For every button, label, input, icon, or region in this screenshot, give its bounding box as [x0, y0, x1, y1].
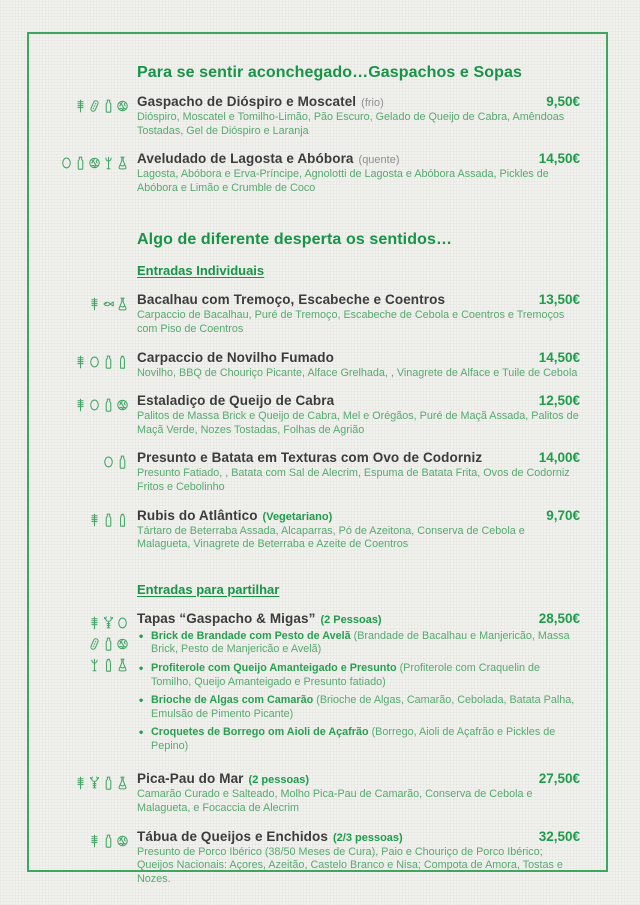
bullet-item — [137, 662, 580, 689]
menu-item — [59, 829, 580, 887]
item-qualifier: (quente) — [358, 154, 400, 167]
allergen-icon-row — [102, 453, 129, 471]
item-price: 14,50€ — [538, 349, 580, 365]
menu-item — [59, 508, 580, 552]
milk-icon — [102, 635, 115, 653]
item-name: Bacalhau com Tremoço, Escabeche e Coentros — [137, 292, 446, 308]
flask-icon — [116, 154, 129, 172]
item-price: 9,50€ — [546, 94, 580, 109]
item-description: Camarão Curado e Salteado, Molho Pica-Pau de Camarão, Conserva de Cebola e Malagueta, e Focaccia de Alecrim — [137, 788, 533, 815]
milk-icon — [74, 154, 87, 172]
peanut-icon — [88, 635, 101, 653]
item-head — [137, 393, 580, 408]
bullet-item — [137, 630, 580, 657]
item-body — [137, 393, 580, 437]
egg-icon — [60, 154, 73, 172]
wheat-icon — [88, 295, 101, 313]
menu-item — [59, 611, 580, 759]
item-body — [137, 611, 580, 759]
allergen-icons — [59, 396, 129, 414]
subsection-label: Entradas Individuais — [137, 263, 265, 279]
bullet-dish-name: Brioche de Algas com Camarão — [151, 694, 314, 707]
allergen-icons — [59, 154, 129, 172]
jar-icon — [116, 353, 129, 371]
allergen-icon-row — [88, 832, 129, 850]
item-head — [137, 350, 580, 365]
flask-icon — [116, 295, 129, 313]
walnut-icon — [116, 396, 129, 414]
wheat-icon — [74, 774, 87, 792]
section-title: Algo de diferente desperta os sentidos… — [137, 231, 453, 249]
item-name: Rubis do Atlântico — [137, 507, 258, 523]
item-body — [137, 508, 580, 552]
item-description: Novilho, BBQ de Chouriço Picante, Alface Grelhada, , Vinagrete de Alface e Tuile de Cebola — [137, 366, 578, 379]
walnut-icon — [116, 832, 129, 850]
wheat-icon — [88, 832, 101, 850]
item-body — [137, 151, 580, 195]
bullet-dish-detail: (Profiterole com Craquelin de Tomilho, Queijo Amanteigado e Presunto fatiado) — [151, 661, 541, 688]
wheat-icon — [74, 396, 87, 414]
bullet-dish-detail: (Borrego, Aioli de Açafrão e Pickles de Pepino) — [151, 726, 556, 752]
bullet-item — [137, 726, 580, 753]
allergen-icons — [59, 295, 129, 313]
allergen-icon-row — [88, 635, 129, 653]
bullet-dish-detail: (Brandade de Bacalhau e Manjericão, Massa Brick, Pesto de Manjericão e Avelã) — [151, 629, 570, 656]
item-qualifier: (2/3 pessoas) — [333, 831, 403, 844]
item-description: Presunto de Porco Ibérico (38/50 Meses de Cura), Paio e Chouriço de Porco Ibérico; Queijos Nacionais: Açores, Azeitão, Castelo Branco e Nisa; Compota de Amora, Tostas e Nozes. — [137, 845, 563, 885]
allergen-icons — [59, 511, 129, 529]
item-qualifier: (frio) — [361, 97, 384, 109]
allergen-icon-row — [74, 97, 129, 115]
walnut-icon — [116, 97, 129, 115]
milk-icon — [102, 97, 115, 115]
item-name: Estaladiço de Queijo de Cabra — [137, 393, 335, 409]
item-price: 32,50€ — [538, 828, 580, 844]
allergen-icons — [59, 453, 129, 471]
item-price: 12,50€ — [538, 393, 580, 409]
item-head — [137, 508, 580, 523]
bullet-item — [137, 694, 580, 721]
item-name: Aveludado de Lagosta e Abóbora — [137, 151, 354, 167]
item-description: Tártaro de Beterraba Assada, Alcaparras, Pó de Azeitona, Conserva de Cebola e Malagueta, Vinagrete de Beterraba e Azeite de Coentros — [137, 524, 525, 551]
allergen-icon-row — [60, 154, 129, 172]
item-body — [137, 292, 580, 336]
jar-icon — [102, 656, 115, 674]
walnut-icon — [88, 154, 101, 172]
wheat-icon — [88, 511, 101, 529]
item-name: Tapas “Gaspacho & Migas” — [137, 610, 316, 626]
egg-icon — [116, 614, 129, 632]
wheat-icon — [74, 97, 87, 115]
flask-icon — [116, 774, 129, 792]
allergen-icon-row — [88, 656, 129, 674]
menu-item — [59, 350, 580, 381]
item-head — [137, 94, 580, 109]
celery-icon — [88, 656, 101, 674]
flask-icon — [116, 656, 129, 674]
bullet-dish-detail: (Brioche de Algas, Camarão, Cebolada, Batata Palha, Emulsão de Pimento Picante) — [151, 694, 575, 720]
item-price: 14,00€ — [538, 450, 580, 466]
allergen-icon-row — [74, 774, 129, 792]
wheat-icon — [74, 353, 87, 371]
item-qualifier: (2 Pessoas) — [320, 613, 382, 626]
allergen-icon-row — [88, 295, 129, 313]
wheat-icon — [88, 614, 101, 632]
bullet-dish-name: Croquetes de Borrego om Aioli de Açafrão — [151, 726, 369, 739]
item-price: 13,50€ — [538, 292, 580, 308]
item-name: Carpaccio de Novilho Fumado — [137, 349, 334, 365]
allergen-icon-row — [88, 614, 129, 632]
item-head — [137, 611, 580, 626]
item-head — [137, 292, 580, 307]
item-name: Presunto e Batata em Texturas com Ovo de Codorniz — [137, 450, 483, 466]
bullet-dish-name: Profiterole com Queijo Amanteigado e Presunto — [151, 661, 397, 674]
item-description: Palitos de Massa Brick e Queijo de Cabra, Mel e Orégãos, Puré de Maçã Assada, Palitos de Maçã Verde, Nozes Tostadas, Folhas de Agrião — [137, 410, 579, 436]
milk-icon — [102, 511, 115, 529]
item-head — [137, 771, 580, 786]
allergen-icons — [59, 353, 129, 371]
item-body — [137, 94, 580, 138]
item-description: Carpaccio de Bacalhau, Puré de Tremoço, Escabeche de Cebola e Coentros e Tremoços com Piso de Coentros — [137, 309, 565, 335]
item-name: Gaspacho de Dióspiro e Moscatel — [137, 94, 357, 109]
allergen-icons — [59, 832, 129, 850]
menu-item — [59, 292, 580, 336]
item-price: 27,50€ — [538, 771, 580, 787]
walnut-icon — [116, 635, 129, 653]
peanut-icon — [88, 97, 101, 115]
shrimp-icon — [102, 614, 115, 632]
egg-icon — [102, 453, 115, 471]
milk-icon — [102, 832, 115, 850]
item-price: 14,50€ — [538, 151, 580, 167]
item-head — [137, 829, 580, 844]
item-qualifier: (2 pessoas) — [248, 774, 310, 787]
egg-icon — [88, 396, 101, 414]
item-body — [137, 350, 580, 381]
milk-icon — [116, 453, 129, 471]
milk-icon — [102, 396, 115, 414]
fish-icon — [102, 295, 115, 313]
item-head — [137, 450, 580, 465]
item-body — [137, 771, 580, 815]
allergen-icon-row — [74, 353, 129, 371]
item-qualifier: (Vegetariano) — [262, 510, 333, 523]
allergen-icon-row — [74, 396, 129, 414]
item-name: Tábua de Queijos e Enchidos — [137, 828, 328, 844]
allergen-icons — [59, 614, 129, 674]
milk-icon — [102, 774, 115, 792]
menu-item — [59, 94, 580, 138]
bullet-list — [137, 630, 580, 754]
item-description: Dióspiro, Moscatel e Tomilho-Limão, Pão Escuro, Gelado de Queijo de Cabra, Amêndoas Tostadas, Gel de Dióspiro e Laranja — [137, 111, 565, 137]
menu-item — [59, 151, 580, 195]
milk-icon — [102, 353, 115, 371]
bullet-dish-name: Brick de Brandade com Pesto de Avelã — [151, 629, 351, 642]
item-head — [137, 151, 580, 166]
allergen-icons — [59, 774, 129, 792]
menu-item — [59, 393, 580, 437]
item-body — [137, 450, 580, 494]
item-description: Lagosta, Abóbora e Erva-Príncipe, Agnolotti de Lagosta e Abóbora Assada, Pickles de Abóbora e Limão e Crumble de Coco — [137, 168, 549, 194]
allergen-icon-row — [88, 511, 129, 529]
egg-icon — [88, 353, 101, 371]
item-body — [137, 829, 580, 887]
item-name: Pica-Pau do Mar — [137, 771, 244, 787]
jar-icon — [116, 511, 129, 529]
item-price: 9,70€ — [546, 507, 580, 523]
shrimp-icon — [88, 774, 101, 792]
section-title: Para se sentir aconchegado…Gaspachos e Sopas — [137, 64, 522, 81]
menu-item — [59, 450, 580, 494]
allergen-icons — [59, 97, 129, 115]
menu-card — [27, 32, 608, 885]
menu-item — [59, 771, 580, 815]
subsection-label: Entradas para partilhar — [137, 581, 280, 597]
item-price: 28,50€ — [538, 610, 580, 626]
celery-icon — [102, 154, 115, 172]
item-description: Presunto Fatiado, , Batata com Sal de Alecrim, Espuma de Batata Frita, Ovos de Codorniz Fritos e Cebolinho — [137, 467, 570, 493]
